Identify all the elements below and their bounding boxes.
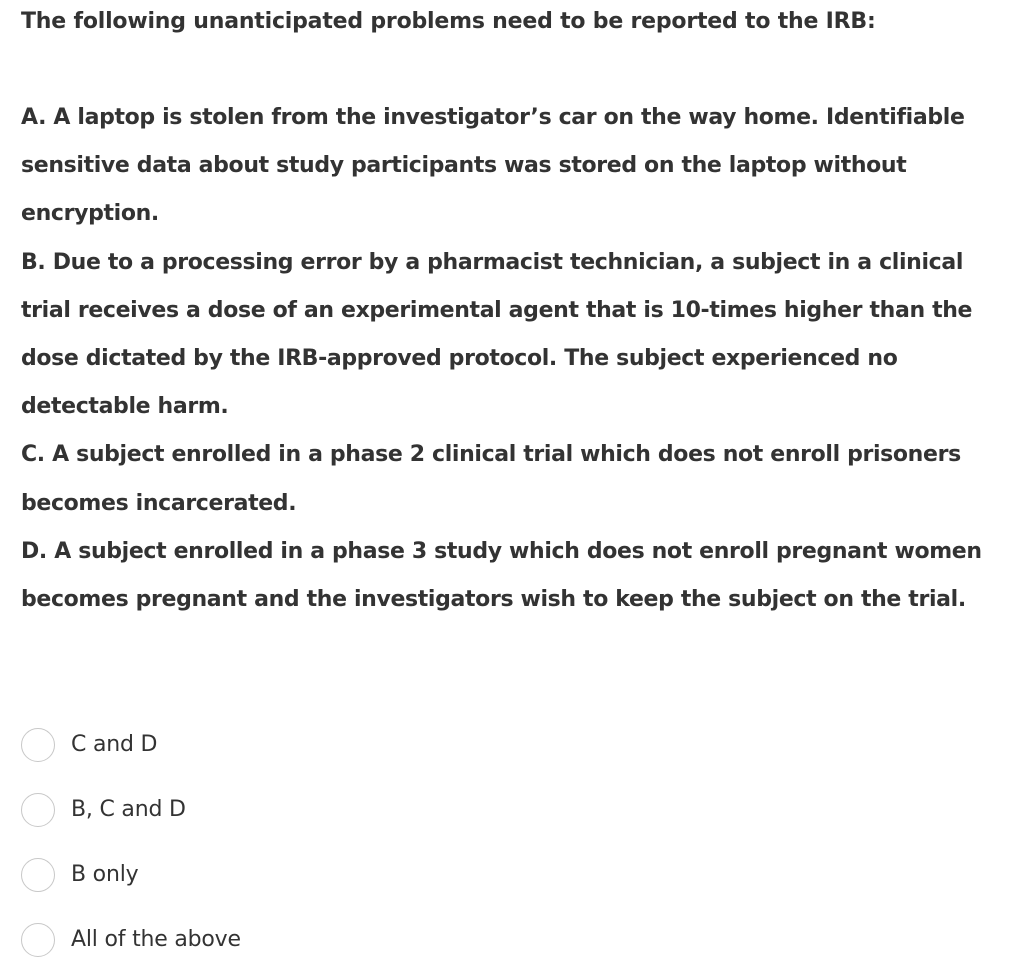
answer-option-label[interactable]: C and D (71, 732, 158, 757)
radio-button[interactable] (21, 858, 55, 892)
question-prompt: The following unanticipated problems need to be reported to the IRB: (21, 9, 876, 34)
scenario-a: A. A laptop is stolen from the investigator’s car on the way home. Identifiable sensitive data about study participants was stored on the laptop without encryption. (21, 105, 965, 227)
answer-option[interactable] (21, 907, 621, 972)
answer-option-label[interactable]: All of the above (71, 927, 241, 952)
answer-option[interactable] (21, 842, 621, 907)
answer-options (21, 712, 621, 972)
answer-option[interactable] (21, 712, 621, 777)
radio-button[interactable] (21, 923, 55, 957)
answer-option-label[interactable]: B only (71, 862, 139, 887)
answer-option-label[interactable]: B, C and D (71, 797, 186, 822)
scenario-d: D. A subject enrolled in a phase 3 study which does not enroll pregnant women becomes pregnant and the investigators wish to keep the subject on the trial. (21, 538, 982, 613)
scenario-b: B. Due to a processing error by a pharmacist technician, a subject in a clinical trial receives a dose of an experimental agent that is 10-times higher than the dose dictated by the IRB-approved protocol. The subject experienced no detectable harm. (21, 249, 973, 420)
answer-option[interactable] (21, 777, 621, 842)
radio-button[interactable] (21, 793, 55, 827)
radio-button[interactable] (21, 728, 55, 762)
scenario-c: C. A subject enrolled in a phase 2 clinical trial which does not enroll prisoners becomes incarcerated. (21, 442, 961, 516)
scenario-list (21, 94, 1011, 624)
